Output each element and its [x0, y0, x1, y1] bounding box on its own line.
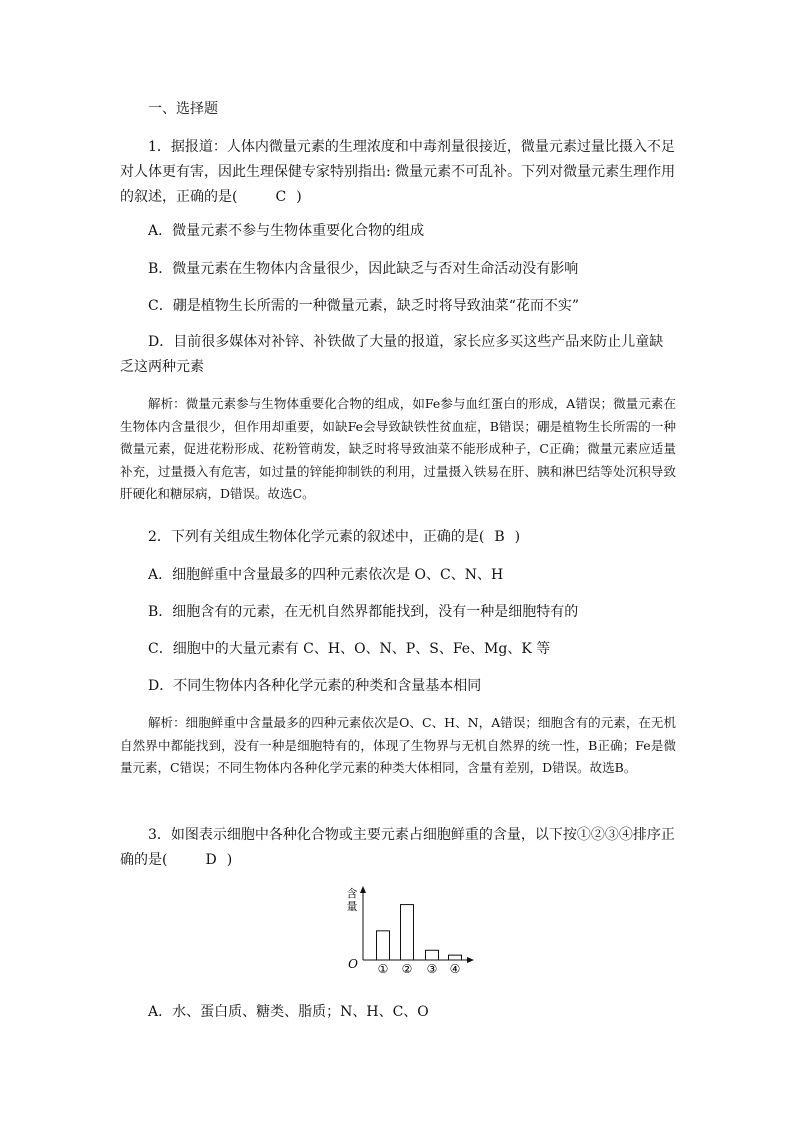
bar-1: [377, 931, 390, 960]
question-1-stem: 1．据报道：人体内微量元素的生理浓度和中毒剂量很接近，微量元素过量比摄入不足对人体更有害，因此生理保健专家特别指出: 微量元素不可乱补。下列对微量元素生理作用的叙述，正确的是( C ): [120, 135, 676, 210]
bar-3: [426, 950, 439, 960]
y-axis-arrow-icon: [360, 886, 366, 893]
tick-label-group: [378, 962, 461, 976]
bar-2: [401, 905, 414, 960]
bar-group: [377, 905, 462, 960]
question-3-answer: D: [205, 852, 217, 868]
question-1-option-b: B．微量元素在生物体内含量很少，因此缺乏与否对生命活动没有影响: [148, 261, 579, 277]
question-2-option-d: D．不同生物体内各种化学元素的种类和含量基本相同: [148, 678, 482, 694]
x-tick-label-2: ②: [401, 962, 413, 976]
question-1-answer: C: [275, 189, 287, 205]
question-3-stem: 3．如图表示细胞中各种化合物或主要元素占细胞鲜重的含量，以下按①②③④排序正确的是( D ): [120, 823, 676, 873]
question-2-stem: 2．下列有关组成生物体化学元素的叙述中，正确的是( B ): [148, 529, 521, 545]
section-title: 一、选择题: [148, 101, 218, 117]
question-2-option-b: B．细胞含有的元素，在无机自然界都能找到，没有一种是细胞特有的: [148, 604, 579, 620]
x-axis-arrow-icon: [467, 957, 474, 963]
question-1-option-d: D．目前很多媒体对补锌、补铁做了大量的报道，家长应多买这些产品来防止儿童缺乏这两种元素: [120, 334, 664, 375]
question-3-option-a: A．水、蛋白质、糖类、脂质；N、H、C、O: [148, 1004, 429, 1020]
x-tick-label-3: ③: [426, 962, 438, 976]
question-1-option-a: A．微量元素不参与生物体重要化合物的组成: [148, 223, 425, 239]
question-2-option-c: C．细胞中的大量元素有 C、H、O、N、P、S、Fe、Mg、K 等: [148, 641, 551, 657]
question-2-option-a: A．细胞鲜重中含量最多的四种元素依次是 O、C、N、H: [148, 567, 504, 583]
content-bar-chart: [338, 884, 488, 976]
x-tick-label-1: ①: [377, 962, 389, 976]
question-2-answer: B: [494, 529, 505, 545]
question-1-option-c: C．硼是植物生长所需的一种微量元素，缺乏时将导致油菜“花而不实”: [148, 298, 580, 314]
y-axis-label-char-1: 含: [346, 887, 358, 900]
question-1-analysis: 解析：微量元素参与生物体重要化合物的组成，如Fe参与血红蛋白的形成，A错误；微量元素在生物体内含量很少，但作用却重要，如缺Fe会导致缺铁性贫血症，B错误；硼是植物生长所需的一种微量元素，促进花粉形成、花粉管萌发，缺乏时将导致油菜不能形成种子，C正确；微量元素应适量补充，过量摄入有危害，如过量的锌能抑制铁的利用，过量摄入铁易在肝、胰和淋巴结等处沉积导致肝硬化和糖尿病，D错误。故选C。: [120, 396, 676, 501]
bar-4: [449, 955, 462, 960]
y-axis-label-char-2: 量: [346, 900, 358, 913]
x-tick-label-4: ④: [449, 962, 461, 976]
origin-label: O: [348, 957, 358, 971]
question-2-analysis: 解析：细胞鲜重中含量最多的四种元素依次是O、C、H、N，A错误；细胞含有的元素，在无机自然界中都能找到，没有一种是细胞特有的，体现了生物界与无机自然界的统一性，B正确；Fe是微量元素，C错误；不同生物体内各种化学元素的种类大体相同，含量有差别，D错误。故选B。: [120, 715, 676, 775]
